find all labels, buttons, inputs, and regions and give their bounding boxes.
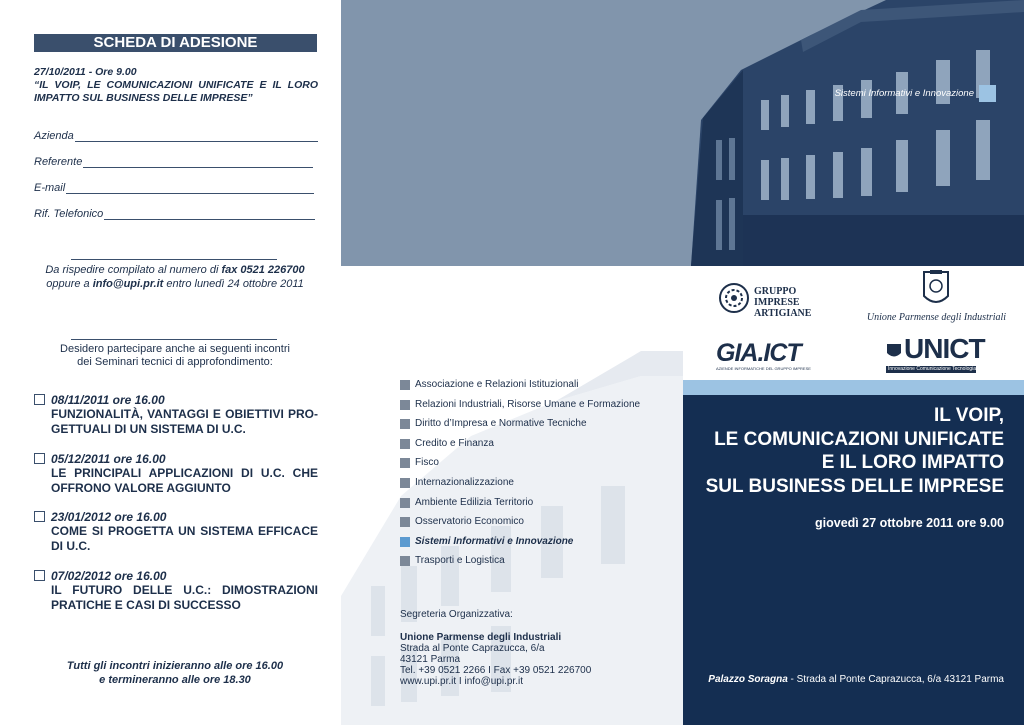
event-title-line1: “IL VOIP, LE COMUNICAZIONI UNIFICATE E IL LORO	[34, 79, 318, 91]
event-info	[34, 66, 318, 105]
gia-ict-logo	[716, 340, 826, 370]
registration-form-panel	[0, 0, 341, 725]
menu-item-active[interactable]: Sistemi Informativi e Innovazione	[400, 535, 680, 555]
upi-logo	[864, 268, 1009, 328]
upi-name: Unione Parmense degli Industriali	[866, 312, 1007, 323]
seminar-date: 08/11/2011 ore 16.00	[51, 393, 165, 407]
menu-item[interactable]: Associazione e Relazioni Istituzionali	[400, 378, 680, 398]
phone-field[interactable]	[34, 208, 315, 220]
contact-person-field[interactable]	[34, 156, 313, 168]
gia-name-line2: ARTIGIANE	[754, 308, 812, 319]
association-services-list	[400, 378, 680, 574]
venue-address: - Strada al Ponte Caprazucca, 6/a 43121 Parma	[787, 674, 1004, 685]
section-tag: Sistemi Informativi e Innovazione	[834, 88, 974, 99]
seminar-checkbox[interactable]	[34, 570, 45, 581]
seminar-title: COME SI PROGETTA UN SISTEMA EFFICACE DI U.C.	[51, 524, 318, 553]
seminar-option	[34, 510, 318, 555]
gia-name-line1: GRUPPO IMPRESE	[754, 286, 800, 308]
section-tag-marker	[979, 85, 996, 102]
cover-panel	[683, 395, 1024, 725]
menu-item[interactable]: Osservatorio Economico	[400, 515, 680, 535]
menu-item[interactable]: Fisco	[400, 456, 680, 476]
unict-wordmark: UNICT	[904, 333, 985, 364]
venue	[708, 674, 1004, 685]
menu-item[interactable]: Relazioni Industriali, Risorse Umane e Formazione	[400, 398, 680, 418]
gia-ict-tagline: AZIENDE INFORMATICHE DEL GRUPPO IMPRESE	[716, 366, 811, 371]
unict-logo	[886, 330, 986, 374]
seminar-date: 05/12/2011 ore 16.00	[51, 452, 166, 466]
company-label: Azienda	[34, 130, 74, 142]
cover-title: IL VOIP, LE COMUNICAZIONI UNIFICATE E IL LORO IMPATTO SUL BUSINESS DELLE IMPRESE	[705, 405, 1004, 497]
palazzo-photo	[341, 0, 1024, 266]
secretariat-address: Strada al Ponte Caprazucca, 6/a	[400, 643, 545, 654]
email-label: E-mail	[34, 182, 66, 194]
bullet-icon	[400, 498, 410, 508]
seminar-checkbox[interactable]	[34, 511, 45, 522]
event-datetime: giovedì 27 ottobre 2011 ore 9.00	[815, 516, 1004, 530]
seminar-intro: Desidero partecipare anche ai seguenti incontri dei Seminari tecnici di approfondimento:	[60, 343, 290, 368]
bullet-icon	[400, 400, 410, 410]
contact-person-label: Referente	[34, 156, 83, 168]
bullet-icon	[400, 478, 410, 488]
secretariat-org: Unione Parmense degli Industriali	[400, 632, 562, 643]
menu-item[interactable]: Diritto d’Impresa e Normative Tecniche	[400, 417, 680, 437]
phone-label: Rif. Telefonico	[34, 208, 104, 220]
organizing-secretariat	[400, 609, 680, 687]
accent-strip	[683, 380, 1024, 395]
seminar-date: 23/01/2012 ore 16.00	[51, 510, 167, 524]
secretariat-label: Segreteria Organizzativa:	[400, 609, 513, 620]
menu-item[interactable]: Internazionalizzazione	[400, 476, 680, 496]
divider	[71, 339, 277, 340]
unict-crest-icon	[886, 342, 902, 360]
seminar-title: IL FUTURO DELLE U.C.: DIMOSTRAZIONI PRATICHE E CASI DI SUCCESSO	[51, 583, 318, 612]
secretariat-city: 43121 Parma	[400, 654, 461, 665]
building-illustration	[341, 0, 1024, 266]
bullet-icon	[400, 458, 410, 468]
seminar-title: LE PRINCIPALI APPLICAZIONI DI U.C. CHE OFFRONO VALORE AGGIUNTO	[51, 466, 318, 495]
bullet-icon	[400, 556, 410, 566]
send-instructions: Da rispedire compilato al numero di fax 0521 226700 oppure a info@upi.pr.it entro lunedì 24 ottobre 2011	[45, 264, 305, 290]
seminar-date: 07/02/2012 ore 16.00	[51, 569, 167, 583]
gia-logo	[718, 282, 828, 319]
form-header: SCHEDA DI ADESIONE	[34, 34, 317, 52]
divider	[71, 259, 277, 260]
bullet-icon	[400, 380, 410, 390]
seminar-option	[34, 569, 318, 614]
email-field[interactable]	[34, 182, 314, 194]
bullet-icon	[400, 439, 410, 449]
bullet-icon	[400, 537, 410, 547]
fax-number: fax 0521 226700	[221, 264, 305, 276]
company-field[interactable]	[34, 130, 318, 142]
menu-item[interactable]: Credito e Finanza	[400, 437, 680, 457]
send-email[interactable]: info@upi.pr.it	[92, 277, 164, 290]
venue-name: Palazzo Soragna	[708, 674, 788, 685]
unict-tagline: Innovazione Comunicazione Tecnologia	[888, 366, 976, 372]
menu-item[interactable]: Ambiente Edilizia Territorio	[400, 496, 680, 516]
bullet-icon	[400, 517, 410, 527]
secretariat-web[interactable]: www.upi.pr.it I info@upi.pr.it	[400, 676, 523, 687]
seminar-option	[34, 393, 318, 438]
event-title-line2: IMPATTO SUL BUSINESS DELLE IMPRESE”	[34, 92, 253, 104]
seminar-checkbox[interactable]	[34, 394, 45, 405]
secretariat-phone: Tel. +39 0521 2266 I Fax +39 0521 226700	[400, 665, 592, 676]
bullet-icon	[400, 419, 410, 429]
event-date: 27/10/2011 - Ore 9.00	[34, 66, 137, 78]
seminar-title: FUNZIONALITÀ, VANTAGGI E OBIETTIVI PRO-GETTUALI DI UN SISTEMA DI U.C.	[51, 407, 318, 436]
schedule-note: Tutti gli incontri inizieranno alle ore 16.00 e termineranno alle ore 18.30	[66, 660, 284, 686]
seminar-checkbox[interactable]	[34, 453, 45, 464]
seminar-option	[34, 452, 318, 497]
menu-item[interactable]: Trasporti e Logistica	[400, 554, 680, 574]
gia-ict-wordmark: GIA.ICT	[716, 339, 801, 367]
